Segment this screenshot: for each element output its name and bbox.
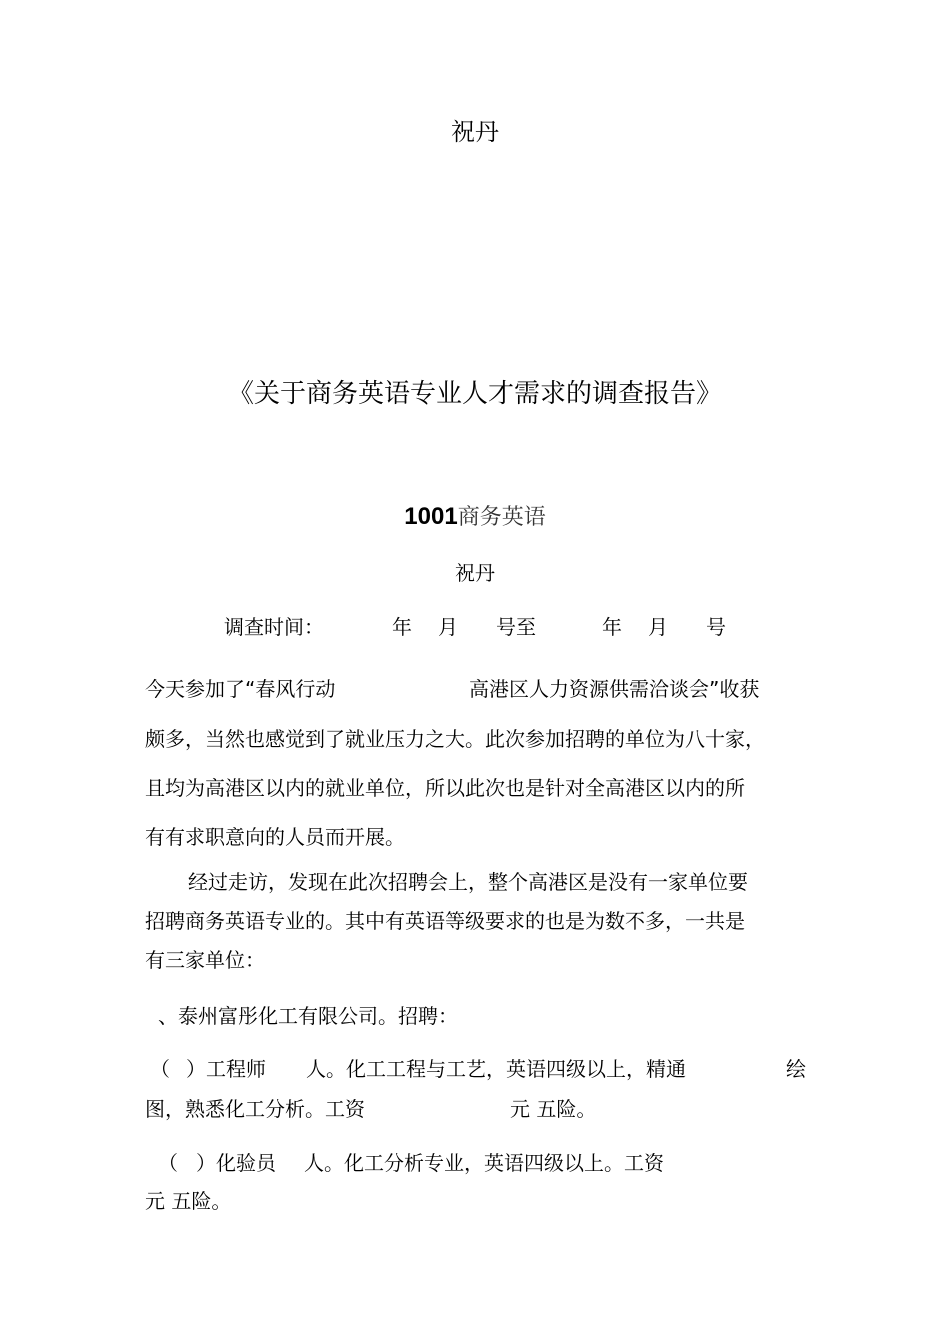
job1-desc: 人。化工工程与工艺，英语四级以上，精通 <box>306 1057 686 1081</box>
class-info <box>0 503 950 532</box>
job2-paren-open: （ <box>158 1151 178 1175</box>
job2-title: ）化验员 <box>196 1151 276 1175</box>
class-name: 商务英语 <box>457 505 546 530</box>
para1-line1-a: 今天参加了“春风行动 <box>145 677 336 701</box>
job2-line2: 元 五险。 <box>145 1189 232 1213</box>
job1-line2-a: 图，熟悉化工分析。工资 <box>145 1097 365 1121</box>
para2-line3: 有三家单位： <box>145 948 265 972</box>
job2-desc: 人。化工分析专业，英语四级以上。工资 <box>304 1151 664 1175</box>
job1-line2-b: 元 五险。 <box>510 1097 597 1121</box>
para1-line2: 颇多，当然也感觉到了就业压力之大。此次参加招聘的单位为八十家， <box>145 727 765 751</box>
para1-line1-b: 高港区人力资源供需洽谈会”收获 <box>469 677 760 701</box>
para2-line1: 经过走访，发现在此次招聘会上，整个高港区是没有一家单位要 <box>188 870 748 894</box>
job1-title: ）工程师 <box>186 1057 266 1081</box>
survey-time-label: 调查时间： <box>224 615 324 639</box>
para1-line3: 且均为高港区以内的就业单位，所以此次也是针对全高港区以内的所 <box>145 776 745 800</box>
survey-year-2: 年 <box>602 615 622 639</box>
job1-paren-open: （ <box>150 1057 170 1081</box>
survey-year-1: 年 <box>392 615 412 639</box>
header-author: 祝丹 <box>451 118 499 146</box>
document-title: 《关于商务英语专业人才需求的调查报告》 <box>227 379 722 409</box>
company1-heading: 、泰州富彤化工有限公司。招聘： <box>158 1004 458 1028</box>
author-line: 祝丹 <box>455 561 495 585</box>
survey-month-1: 月 <box>438 615 458 639</box>
survey-month-2: 月 <box>648 615 668 639</box>
survey-day-2: 号 <box>706 615 726 639</box>
para1-line4: 有有求职意向的人员而开展。 <box>145 825 405 849</box>
survey-day-1-to: 号至 <box>496 615 536 639</box>
class-code: 1001 <box>404 503 458 530</box>
para2-line2: 招聘商务英语专业的。其中有英语等级要求的也是为数不多，一共是 <box>145 909 745 933</box>
job1-tail: 绘 <box>786 1057 806 1081</box>
